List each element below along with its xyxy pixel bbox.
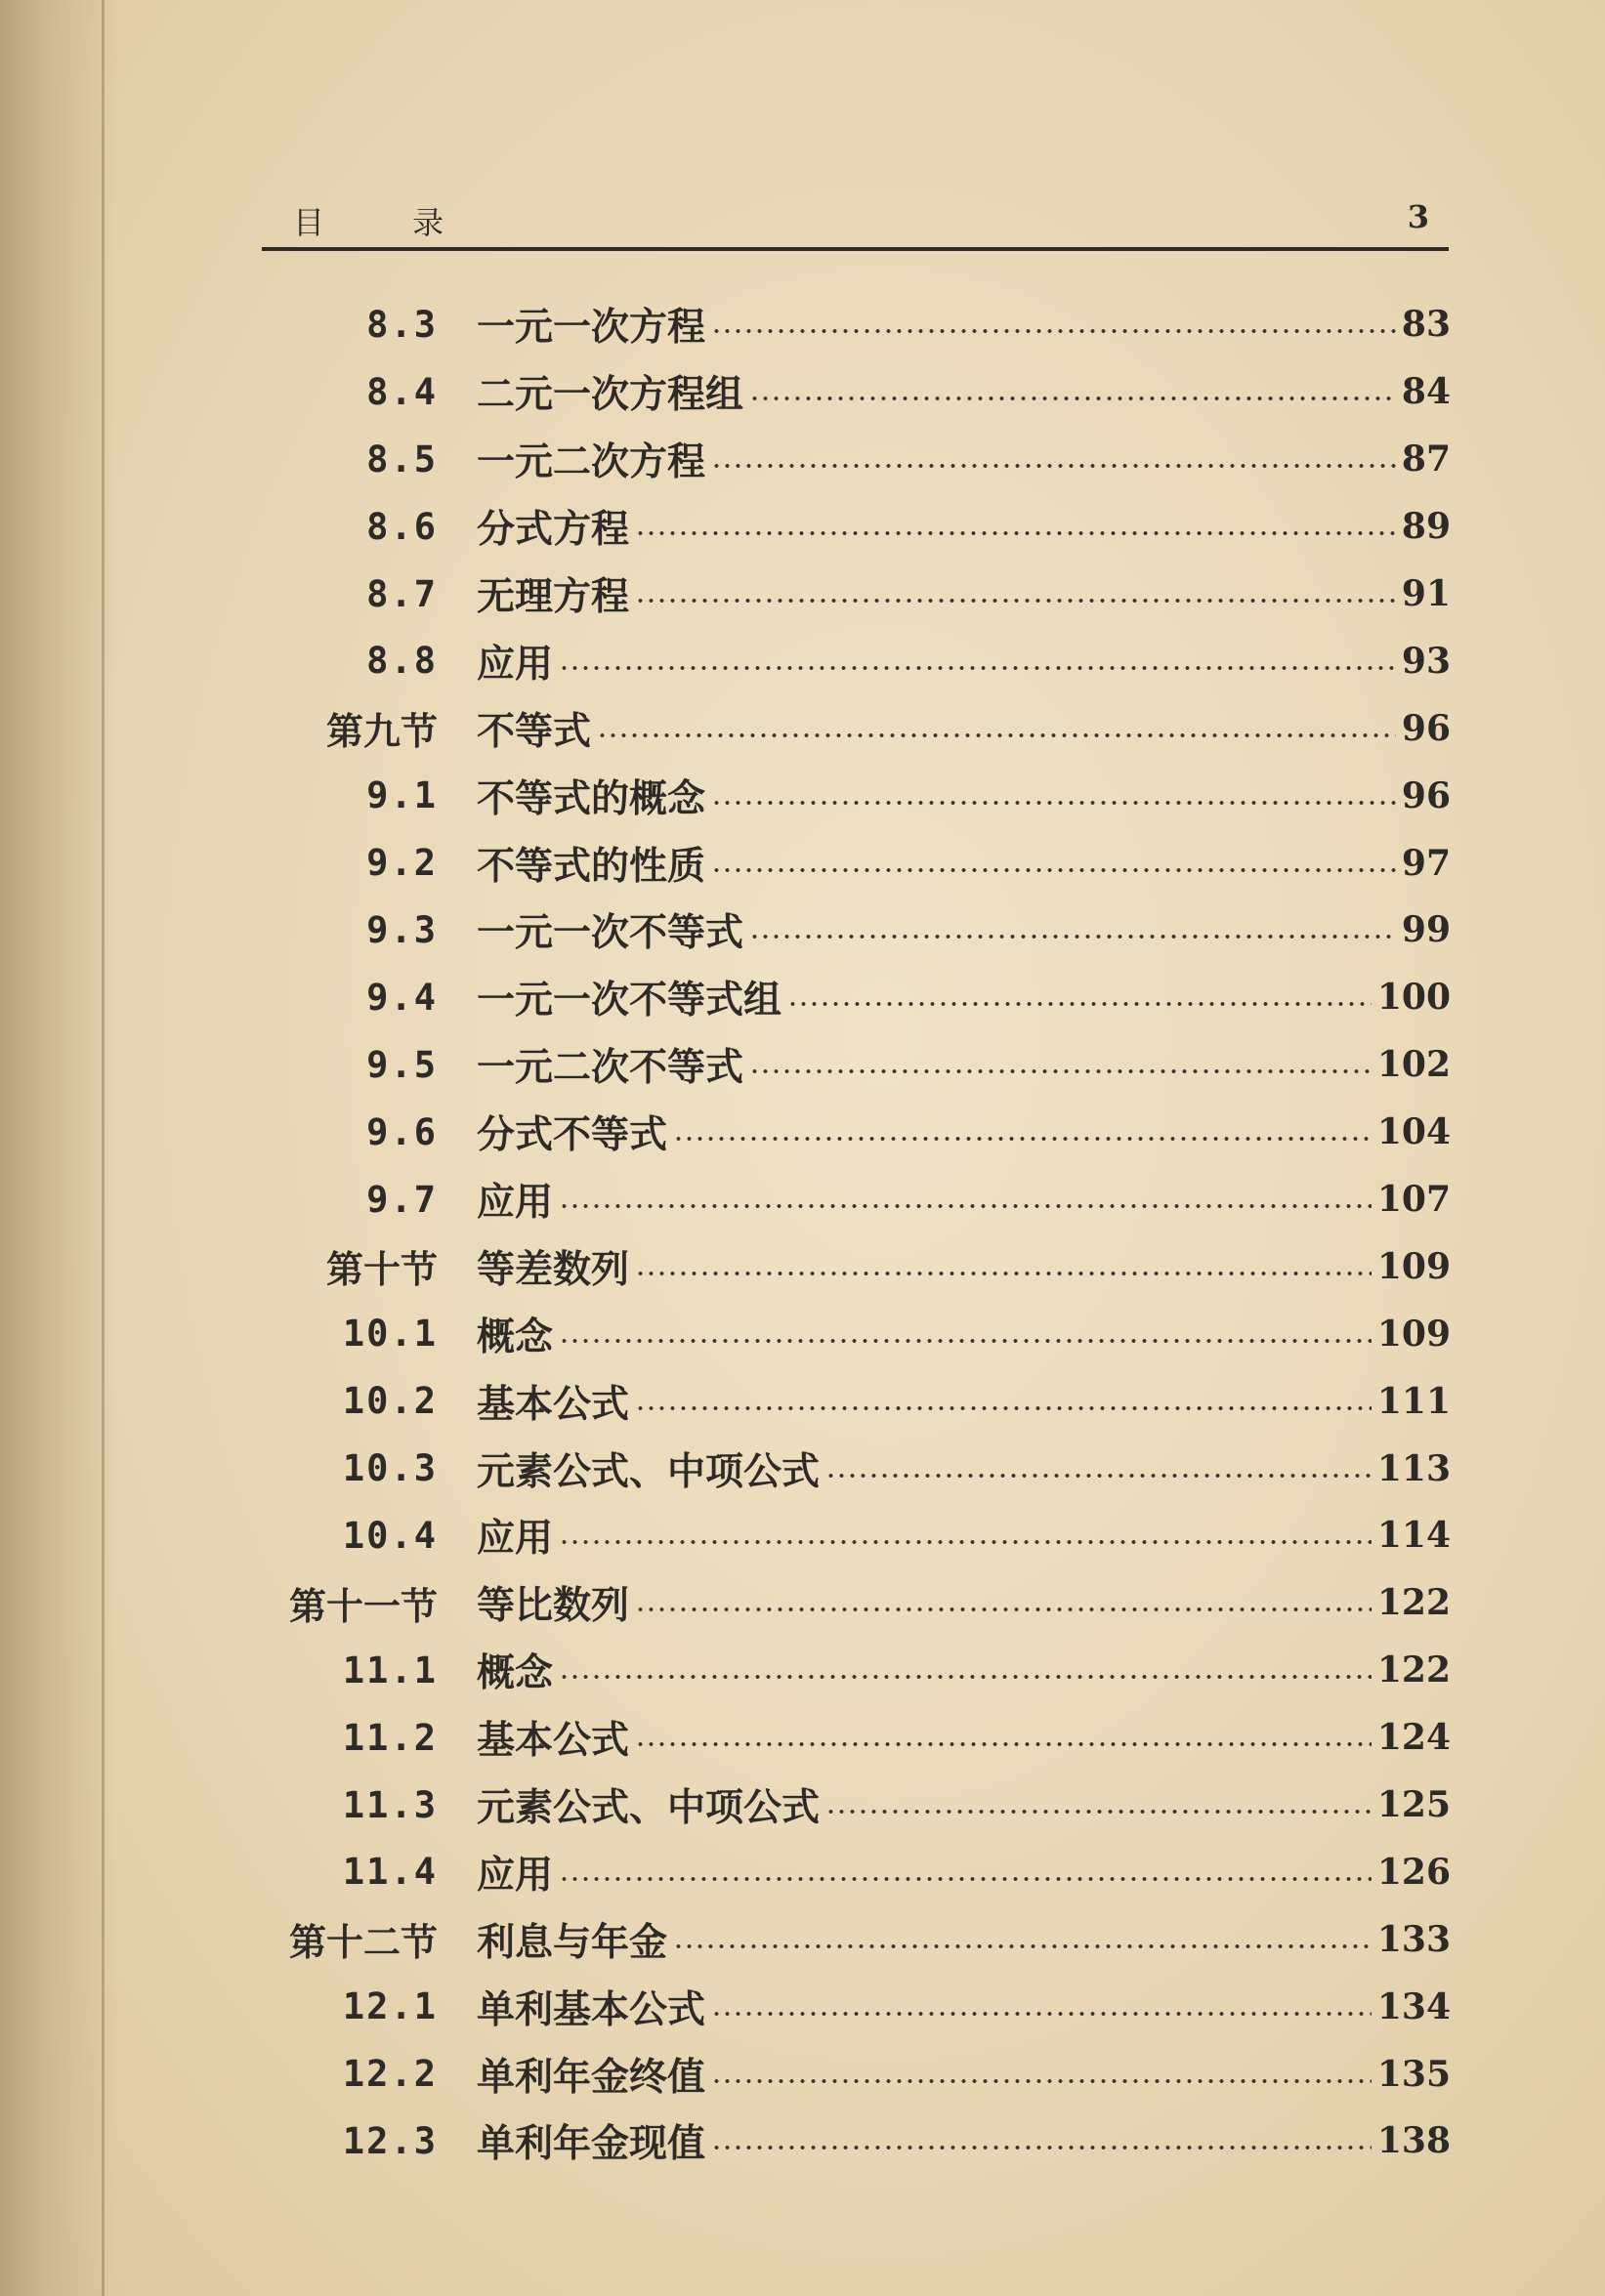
toc-entry-page: 87: [1401, 438, 1451, 480]
toc-entry: [274, 1232, 1451, 1300]
toc-entry-title: 不等式: [477, 708, 592, 754]
toc-entry-title: 应用: [477, 641, 554, 687]
dot-leader: [559, 1539, 1372, 1545]
toc-entry-number: 11.1: [342, 1649, 438, 1691]
toc-entry-number: 9.7: [366, 1178, 438, 1221]
toc-entry: [274, 1502, 1451, 1569]
dot-leader: [749, 934, 1396, 939]
dot-leader: [559, 1674, 1372, 1680]
dot-leader: [749, 396, 1396, 401]
toc-entry: [274, 1166, 1451, 1233]
dot-leader: [635, 1607, 1372, 1612]
toc-entry-number: 12.1: [342, 1985, 438, 2028]
toc-entry-number: 10.4: [342, 1514, 438, 1557]
dot-leader: [673, 1943, 1372, 1949]
toc-entry-page: 89: [1401, 506, 1451, 548]
toc-entry-number: 9.2: [366, 842, 438, 885]
dot-leader: [673, 1136, 1372, 1142]
dot-leader: [635, 530, 1396, 536]
toc-entry: [274, 897, 1451, 964]
toc-entry-title: 利息与年金: [477, 1919, 668, 1965]
toc-entry: [274, 1772, 1451, 1839]
toc-entry: [274, 426, 1451, 493]
toc-entry: [274, 1569, 1451, 1637]
dot-leader: [749, 1068, 1372, 1074]
toc-entry-page: 104: [1376, 1111, 1451, 1153]
toc-entry-title: 单利年金终值: [477, 2054, 706, 2100]
dot-leader: [635, 598, 1396, 604]
dot-leader: [635, 1741, 1372, 1747]
header-rule: [262, 247, 1449, 251]
toc-entry-page: 102: [1376, 1044, 1451, 1086]
toc-entry-title: 分式方程: [477, 507, 630, 553]
toc-entry-title: 一元二次不等式: [477, 1045, 744, 1091]
toc-entry-number: 9.5: [366, 1043, 438, 1086]
toc-entry-number: 第十节: [325, 1247, 438, 1292]
toc-entry-title: 一元一次不等式: [477, 910, 744, 956]
toc-entry: [274, 291, 1451, 358]
dot-leader: [825, 1473, 1372, 1479]
toc-entry-number: 11.4: [342, 1851, 438, 1894]
toc-entry: [274, 2108, 1451, 2175]
toc-entry-page: 135: [1376, 2053, 1451, 2095]
toc-entry: [274, 762, 1451, 829]
toc-entry: [274, 561, 1451, 628]
toc-entry: [274, 2040, 1451, 2108]
dot-leader: [559, 665, 1396, 671]
toc-entry-page: 125: [1376, 1784, 1451, 1826]
toc-entry: [274, 1367, 1451, 1435]
toc-entry-title: 不等式的性质: [477, 843, 706, 889]
toc-entry: [274, 1973, 1451, 2040]
toc-entry-page: 122: [1376, 1649, 1451, 1691]
dot-leader: [559, 1203, 1372, 1209]
toc-entry-number: 第十二节: [288, 1920, 438, 1965]
spine-shadow: [0, 0, 117, 2296]
toc-entry-page: 100: [1376, 977, 1451, 1019]
toc-entry-title: 分式不等式: [477, 1112, 668, 1158]
toc-entry-page: 122: [1376, 1582, 1451, 1624]
toc-entry-page: 134: [1376, 1985, 1451, 2027]
toc-entry-title: 元素公式、中项公式: [477, 1785, 821, 1831]
toc-entry-page: 96: [1401, 774, 1451, 816]
toc-entry-number: 12.2: [342, 2053, 438, 2096]
toc-entry-number: 8.3: [366, 303, 438, 346]
toc-entry-number: 8.5: [366, 438, 438, 480]
toc-entry-title: 单利年金现值: [477, 2121, 706, 2167]
toc-entry-page: 133: [1376, 1918, 1451, 1960]
toc-entry-number: 9.6: [366, 1110, 438, 1153]
toc-entry: [274, 1099, 1451, 1166]
toc-entry-title: 无理方程: [477, 574, 630, 619]
dot-leader: [711, 328, 1396, 334]
toc-entry-number: 9.4: [366, 976, 438, 1019]
toc-entry-title: 不等式的概念: [477, 775, 706, 821]
toc-entry-page: 91: [1401, 573, 1451, 614]
toc-entry-number: 9.1: [366, 774, 438, 817]
toc-entry-page: 124: [1376, 1717, 1451, 1759]
toc-entry: [274, 1704, 1451, 1772]
toc-entry-title: 概念: [477, 1650, 554, 1696]
toc-entry-page: 83: [1401, 304, 1451, 346]
toc-entry-page: 113: [1376, 1447, 1451, 1489]
toc-entry-page: 109: [1376, 1245, 1451, 1287]
toc-entry-page: 84: [1401, 371, 1451, 413]
dot-leader: [711, 2078, 1372, 2084]
toc-entry-number: 第十一节: [288, 1583, 438, 1628]
toc-entry-title: 基本公式: [477, 1381, 630, 1427]
table-of-contents: [274, 291, 1451, 2175]
toc-entry-number: 12.3: [342, 2119, 438, 2162]
dot-leader: [787, 1001, 1372, 1007]
toc-entry-number: 9.3: [366, 908, 438, 951]
dot-leader: [711, 2011, 1372, 2017]
dot-leader: [825, 1809, 1372, 1815]
toc-entry-title: 元素公式、中项公式: [477, 1448, 821, 1494]
toc-entry: [274, 1031, 1451, 1099]
toc-entry-page: 138: [1376, 2120, 1451, 2162]
dot-leader: [597, 732, 1396, 738]
toc-entry: [274, 694, 1451, 762]
toc-entry-page: 99: [1401, 909, 1451, 951]
toc-entry-title: 二元一次方程组: [477, 372, 744, 418]
toc-entry-title: 应用: [477, 1516, 554, 1562]
toc-entry-number: 11.2: [342, 1716, 438, 1759]
toc-entry-page: 96: [1401, 707, 1451, 749]
toc-entry-title: 单利基本公式: [477, 1986, 706, 2032]
toc-entry: [274, 1435, 1451, 1502]
toc-entry: [274, 493, 1451, 561]
toc-entry-number: 8.6: [366, 505, 438, 548]
toc-entry-number: 8.7: [366, 572, 438, 615]
toc-entry-number: 11.3: [342, 1783, 438, 1826]
header-page-number: 3: [1407, 198, 1429, 235]
toc-entry-page: 126: [1376, 1851, 1451, 1893]
dot-leader: [711, 463, 1396, 469]
toc-entry-title: 一元二次方程: [477, 439, 706, 485]
running-header: [262, 190, 1449, 249]
toc-entry-title: 基本公式: [477, 1718, 630, 1764]
toc-entry: [274, 1905, 1451, 1973]
toc-entry-number: 10.3: [342, 1447, 438, 1490]
header-title: 目 录: [293, 204, 484, 241]
dot-leader: [711, 800, 1396, 806]
toc-entry-page: 97: [1401, 842, 1451, 884]
toc-entry-number: 8.4: [366, 370, 438, 413]
toc-entry-title: 等比数列: [477, 1583, 630, 1629]
toc-entry-number: 8.8: [366, 640, 438, 683]
toc-entry-title: 应用: [477, 1852, 554, 1898]
dot-leader: [559, 1338, 1372, 1344]
toc-entry: [274, 964, 1451, 1031]
toc-entry-title: 概念: [477, 1314, 554, 1359]
toc-entry: [274, 1300, 1451, 1367]
toc-entry-page: 93: [1401, 640, 1451, 682]
toc-entry-title: 等差数列: [477, 1246, 630, 1292]
dot-leader: [711, 2145, 1372, 2150]
toc-entry-page: 109: [1376, 1313, 1451, 1355]
toc-entry-number: 10.2: [342, 1380, 438, 1423]
toc-entry: [274, 1838, 1451, 1905]
toc-entry-number: 10.1: [342, 1313, 438, 1356]
toc-entry: [274, 1637, 1451, 1704]
toc-entry-title: 应用: [477, 1180, 554, 1226]
toc-entry-page: 111: [1376, 1380, 1451, 1422]
toc-entry-number: 第九节: [325, 709, 438, 754]
toc-entry: [274, 627, 1451, 694]
dot-leader: [635, 1405, 1372, 1411]
dot-leader: [711, 867, 1396, 873]
toc-entry: [274, 358, 1451, 426]
toc-entry-page: 114: [1376, 1515, 1451, 1557]
toc-entry-title: 一元一次不等式组: [477, 978, 782, 1023]
dot-leader: [635, 1271, 1372, 1276]
toc-entry-title: 一元一次方程: [477, 305, 706, 351]
toc-entry-page: 107: [1376, 1179, 1451, 1221]
spine-fold: [102, 0, 105, 2296]
dot-leader: [559, 1876, 1372, 1882]
toc-entry: [274, 829, 1451, 897]
